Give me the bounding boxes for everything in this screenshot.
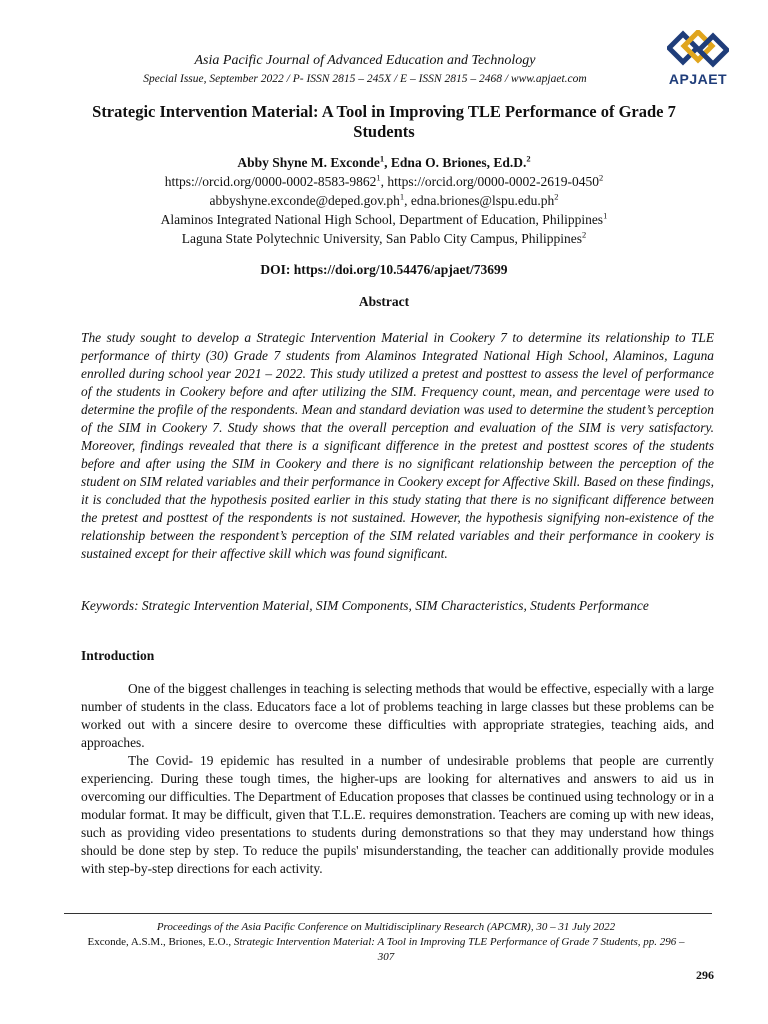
email-1-link[interactable]: abbyshyne.exconde@deped.gov.ph	[209, 193, 400, 208]
author-block	[60, 153, 708, 248]
keywords: Keywords: Strategic Intervention Material, SIM Components, SIM Characteristics, Students Performance	[81, 598, 649, 613]
abstract-heading: Abstract	[358, 294, 410, 309]
journal-logo	[662, 30, 734, 94]
introduction-body	[81, 680, 714, 878]
footer-proceedings: Proceedings of the Asia Pacific Conference on Multidisciplinary Research (APCMR), 30 – 31 July 2022	[156, 921, 616, 933]
intro-paragraph-2: The Covid- 19 epidemic has resulted in a number of undesirable problems that people are currently experiencing. During these tough times, the higher-ups are looking for alternatives and answers to aid us in overcoming our difficulties. The Department of Education proposes that classes be continued using technology or in a modular format. It may be difficult, given that T.L.E. requires demonstration. Teachers are coming up with new ideas, such as providing video presentations to students during demonstrations so that they may understand how things should be done step by step. To reduce the pupils' misunderstanding, the teacher can additionally provide modules with step-by-step directions for each activity.	[81, 753, 714, 876]
orcid-2-link[interactable]: https://orcid.org/0000-0002-2619-0450	[387, 174, 599, 189]
author-1-sup: 1	[379, 153, 385, 164]
affiliation-1	[60, 210, 708, 229]
footer-citation-authors: Exconde, A.S.M., Briones, E.O.,	[87, 936, 234, 948]
page-footer	[80, 920, 692, 965]
diamond-logo-icon	[667, 30, 729, 70]
author-2: Edna O. Briones, Ed.D.	[390, 155, 527, 170]
author-names	[60, 153, 708, 172]
author-1: Abby Shyne M. Exconde	[237, 155, 380, 170]
affiliation-1-text: Alaminos Integrated National High School, Department of Education, Philippines	[160, 212, 604, 227]
author-separator: ,	[384, 155, 391, 170]
orcid-1-sup: 1	[376, 172, 381, 183]
logo-wordmark: APJAET	[668, 71, 728, 87]
email-1-sup: 1	[399, 191, 405, 202]
affiliation-2-sup: 2	[582, 229, 587, 240]
journal-header	[80, 52, 650, 87]
affiliation-2	[60, 229, 708, 248]
affiliation-2-text: Laguna State Polytechnic University, San Pablo City Campus, Philippines	[181, 231, 583, 246]
email-2-sup: 2	[554, 191, 559, 202]
email-2-link[interactable]: edna.briones@lspu.edu.ph	[410, 193, 555, 208]
orcid-line	[60, 172, 708, 191]
doi-link[interactable]: DOI: https://doi.org/10.54476/apjaet/73699	[260, 262, 508, 277]
journal-issue-line: Special Issue, September 2022 / P- ISSN 2815 – 245X / E – ISSN 2815 – 2468 / www.apjaet.com	[143, 73, 587, 85]
intro-paragraph-1: One of the biggest challenges in teaching is selecting methods that would be effective, especially with a large number of students in the class. Educators face a lot of problems teaching in large classes but these problems can be worked out with a sincere desire to overcome these difficulties with appropriate strategies, teaching aids, and approaches.	[81, 681, 714, 750]
paper-title: Strategic Intervention Material: A Tool in Improving TLE Performance of Grade 7 Students	[92, 102, 676, 141]
footer-divider	[64, 913, 712, 914]
abstract-text: The study sought to develop a Strategic Intervention Material in Cookery 7 to determine its relationship to TLE performance of thirty (30) Grade 7 students from Alaminos Integrated National High School, Alaminos, Laguna enrolled during school year 2021 – 2022. This study utilized a pretest and posttest to assess the level of performance of the students in Cookery before and after utilizing the SIM. Frequency count, mean, and percentage were used to determine the profile of the respondents. Mean and standard deviation was used to determine the student’s perception of the SIM in Cookery 7. Study shows that the overall perception and evaluation of the SIM is very satisfactory. Moreover, findings revealed that there is a significant difference in the pretest and posttest scores of the students before and after using the SIM in Cookery and there is no significant relationship between the perception of the student on SIM related variables and their performance in Cookery except for Affective Skill. Based on these findings, it is concluded that the hypothesis posited earlier in this study stating that there is no significant difference between the pretest and posttest of the respondents is not sustained. However, the hypothesis signifying non-existence of the relationship between the respondent’s perception of the SIM related variables and their performance in cookery is sustained except for their affective skill which was found significant.	[81, 330, 714, 561]
introduction-heading: Introduction	[81, 648, 155, 663]
journal-name: Asia Pacific Journal of Advanced Education and Technology	[194, 53, 536, 68]
author-2-sup: 2	[526, 153, 531, 164]
orcid-separator: ,	[380, 174, 388, 189]
footer-citation-title: Strategic Intervention Material: A Tool in Improving TLE Performance of Grade 7 Students, pp. 296 – 307	[233, 936, 685, 963]
affiliation-1-sup: 1	[603, 210, 608, 221]
orcid-1-link[interactable]: https://orcid.org/0000-0002-8583-9862	[164, 174, 377, 189]
email-separator: ,	[404, 193, 411, 208]
email-line	[60, 191, 708, 210]
footer-citation	[80, 935, 692, 965]
orcid-2-sup: 2	[599, 172, 604, 183]
page-number: 296	[696, 968, 714, 982]
